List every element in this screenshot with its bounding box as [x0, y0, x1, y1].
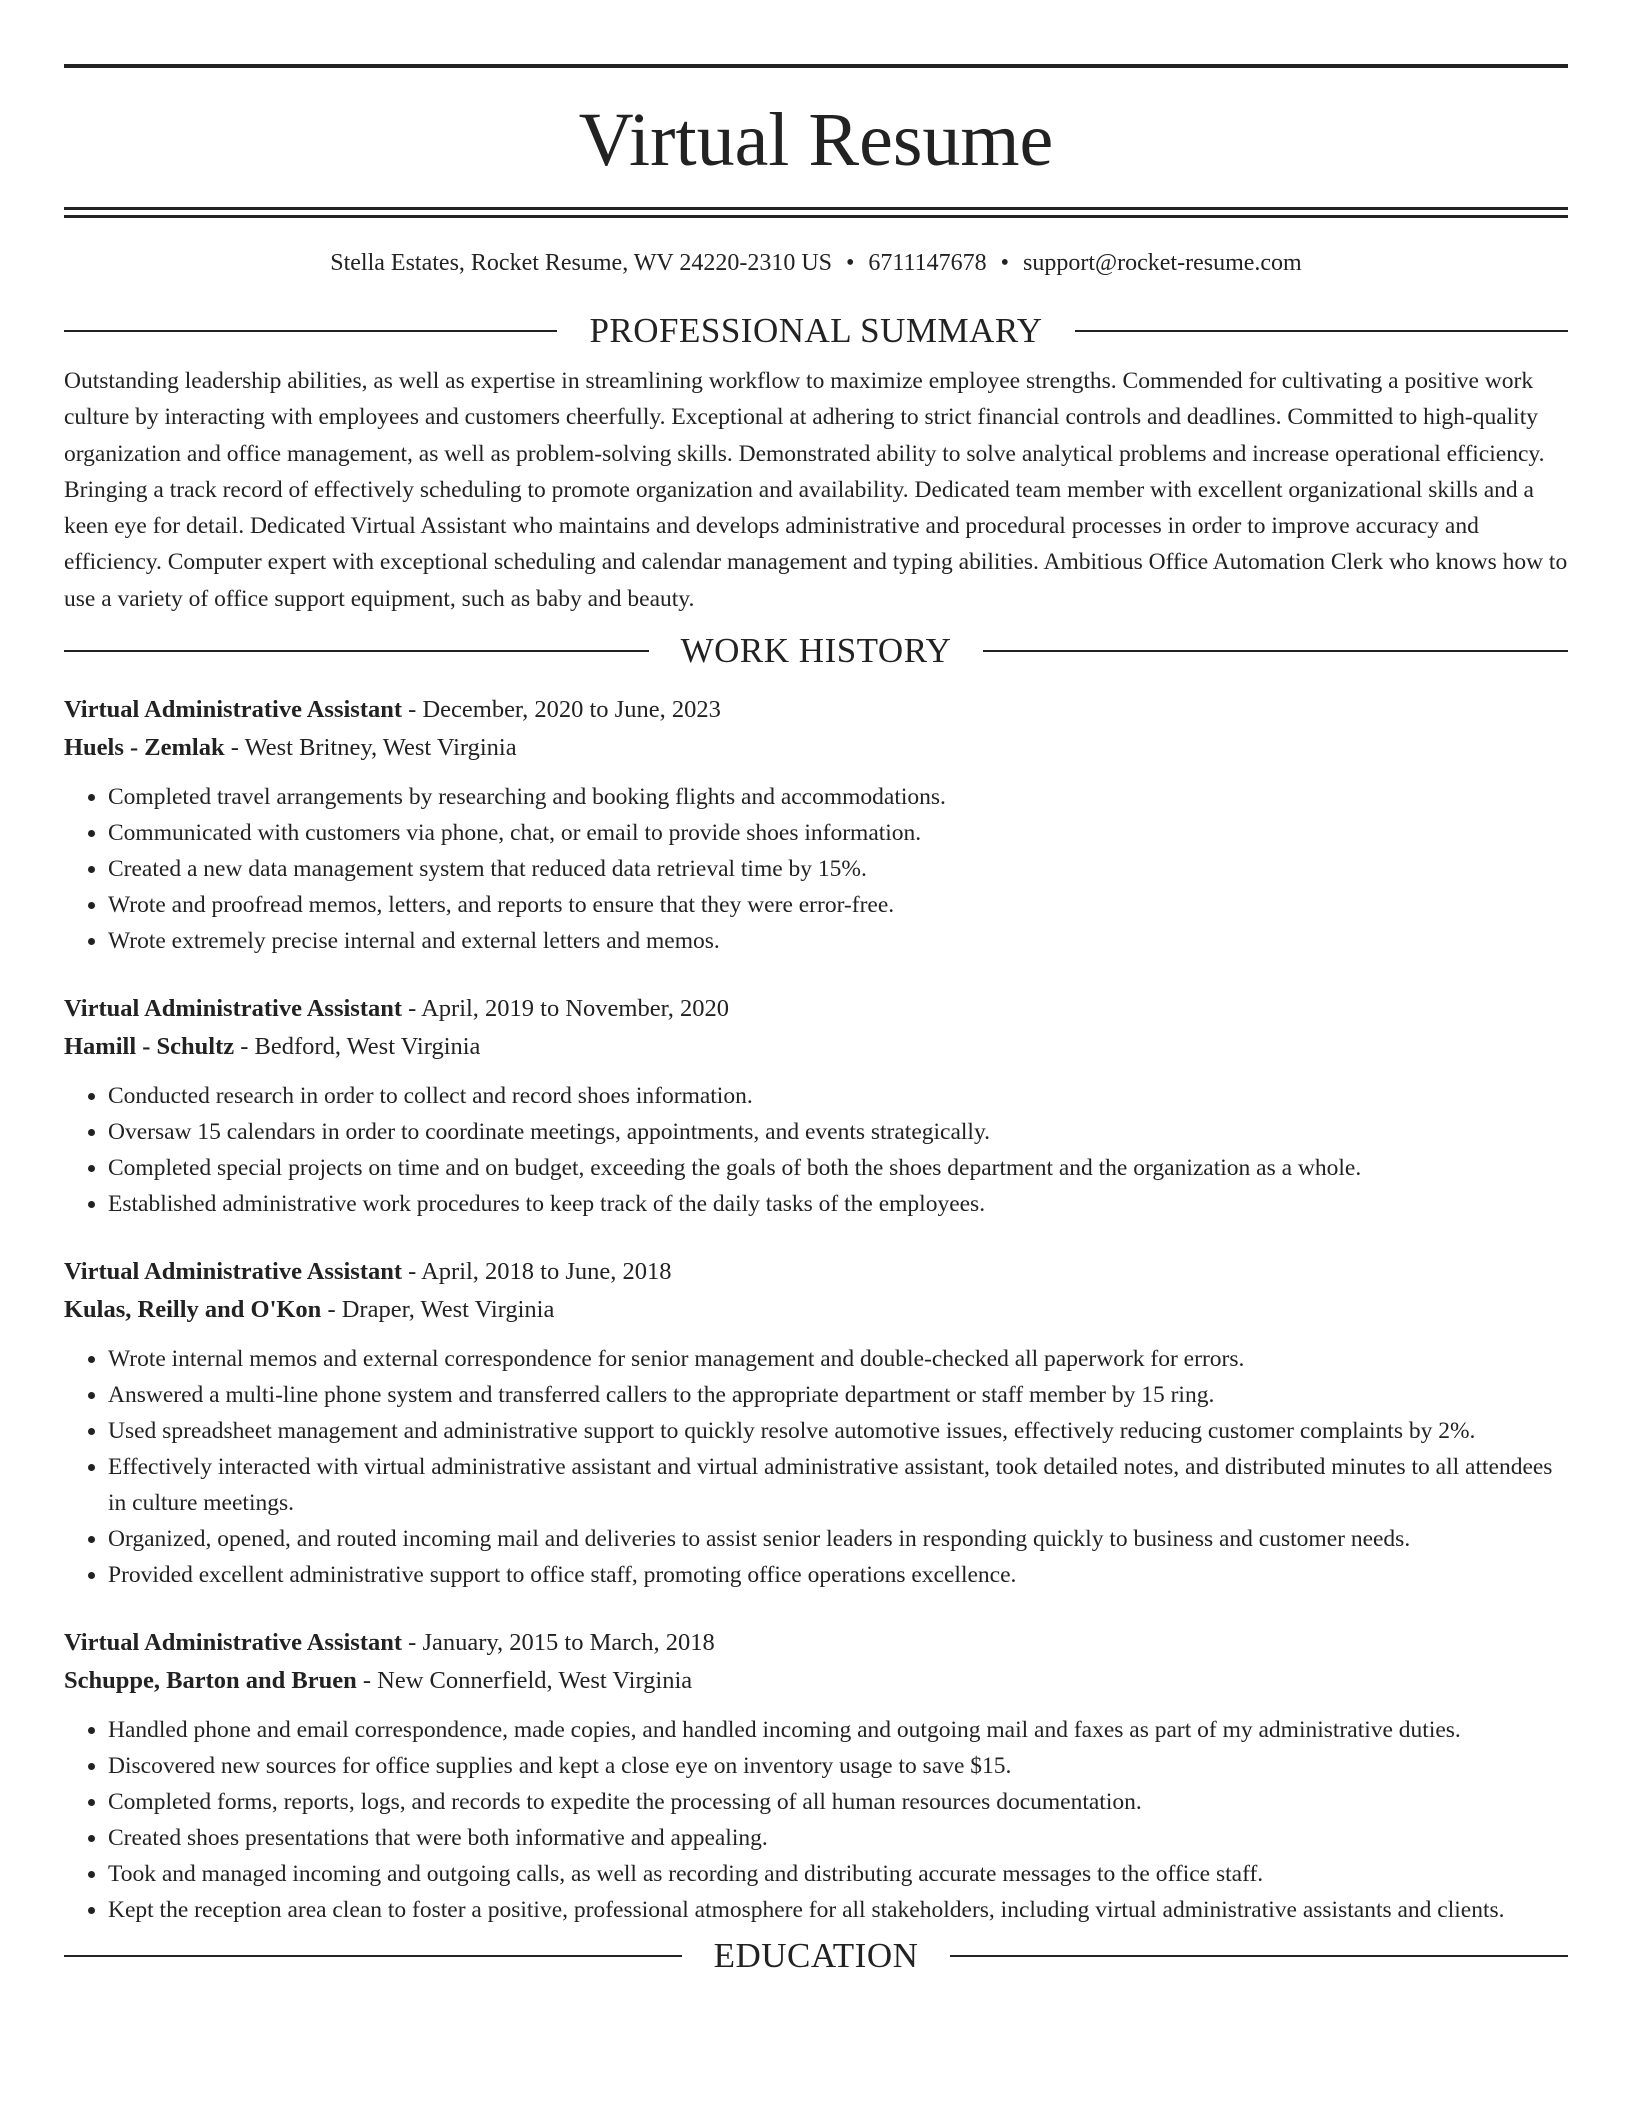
job-entry [64, 990, 1568, 1222]
contact-separator: • [1000, 250, 1010, 276]
duty-item: • Communicated with customers via phone, chat, or email to provide shoes information. [108, 815, 1568, 851]
divider-line [64, 650, 649, 652]
job-company: Kulas, Reilly and O'Kon [64, 1296, 322, 1324]
duty-item: • Discovered new sources for office supplies and kept a close eye on inventory usage to save $15. [108, 1748, 1568, 1784]
duty-item: • Oversaw 15 calendars in order to coordinate meetings, appointments, and events strategically. [108, 1114, 1568, 1150]
job-company-line [64, 1662, 1568, 1700]
divider-line [950, 1955, 1568, 1957]
job-duties [64, 1078, 1568, 1222]
duty-item: • Kept the reception area clean to foster a positive, professional atmosphere for all stakeholders, including virtual administrative assistants and clients. [108, 1892, 1568, 1928]
job-company: Schuppe, Barton and Bruen [64, 1667, 357, 1695]
top-rule [64, 64, 1568, 68]
header-double-rule [64, 207, 1568, 218]
duty-item: • Created a new data management system that reduced data retrieval time by 15%. [108, 851, 1568, 887]
divider-line [64, 330, 557, 332]
job-dates: - April, 2018 to June, 2018 [408, 1258, 672, 1286]
duty-item: • Completed special projects on time and on budget, exceeding the goals of both the shoes department and the organization as a whole. [108, 1150, 1568, 1186]
duty-item: • Wrote internal memos and external correspondence for senior management and double-checked all paperwork for errors. [108, 1341, 1568, 1377]
resume-page [64, 0, 1568, 1976]
divider-line [64, 1955, 682, 1957]
duty-item: • Wrote extremely precise internal and external letters and memos. [108, 923, 1568, 959]
contact-address: Stella Estates, Rocket Resume, WV 24220-2310 US [330, 250, 832, 276]
duty-item: • Provided excellent administrative support to office staff, promoting office operations excellence. [108, 1557, 1568, 1593]
duty-item: • Answered a multi-line phone system and transferred callers to the appropriate department or staff member by 15 ring. [108, 1377, 1568, 1413]
duty-item: • Organized, opened, and routed incoming mail and deliveries to assist senior leaders in responding quickly to business and customer needs. [108, 1521, 1568, 1557]
job-title-line [64, 1624, 1568, 1662]
job-entry [64, 1624, 1568, 1928]
job-title: Virtual Administrative Assistant [64, 995, 403, 1023]
job-title-line [64, 691, 1568, 729]
job-duties [64, 779, 1568, 959]
section-title: PROFESSIONAL SUMMARY [589, 311, 1043, 350]
work-history-section-heading [64, 631, 1568, 671]
contact-phone: 6711147678 [868, 250, 987, 276]
job-title: Virtual Administrative Assistant [64, 1629, 403, 1657]
contact-separator: • [846, 250, 855, 276]
duty-item: • Conducted research in order to collect and record shoes information. [108, 1078, 1568, 1114]
job-company: Hamill - Schultz [64, 1033, 235, 1061]
section-title: EDUCATION [713, 1936, 919, 1976]
job-dates: - January, 2015 to March, 2018 [408, 1629, 715, 1657]
education-section-heading [64, 1936, 1568, 1976]
duty-item: • Used spreadsheet management and administrative support to quickly resolve automotive issues, effectively reducing customer complaints by 2%. [108, 1413, 1568, 1449]
summary-section-heading [64, 311, 1568, 351]
job-location: - Draper, West Virginia [327, 1296, 555, 1324]
contact-line [64, 249, 1568, 277]
resume-name: Virtual Resume [578, 98, 1054, 182]
job-company: Huels - Zemlak [64, 734, 225, 762]
job-location: - New Connerfield, West Virginia [362, 1667, 693, 1695]
duty-item: • Took and managed incoming and outgoing calls, as well as recording and distributing accurate messages to the office staff. [108, 1856, 1568, 1892]
job-duties [64, 1712, 1568, 1928]
job-entry [64, 1253, 1568, 1593]
professional-summary: Outstanding leadership abilities, as well as expertise in streamlining workflow to maximize employee strengths. Commended for cultivating a positive work culture by interacting with employees and customers cheerfully. Exceptional at adhering to strict financial controls and deadlines. Committed to high-quality organization and office management, as well as problem-solving skills. Demonstrated ability to solve analytical problems and increase operational efficiency. Bringing a track record of effectively scheduling to promote organization and availability. Dedicated team member with excellent organizational skills and a keen eye for detail. Dedicated Virtual Assistant who maintains and develops administrative and procedural processes in order to improve accuracy and efficiency. Computer expert with exceptional scheduling and calendar management and typing abilities. Ambitious Office Automation Clerk who knows how to use a variety of office support equipment, such as baby and beauty. [64, 368, 1568, 612]
job-title-line [64, 1253, 1568, 1291]
duty-item: • Wrote and proofread memos, letters, and reports to ensure that they were error-free. [108, 887, 1568, 923]
job-location: - Bedford, West Virginia [240, 1033, 481, 1061]
contact-email: support@rocket-resume.com [1023, 250, 1302, 276]
job-company-line [64, 1291, 1568, 1329]
duty-item: • Effectively interacted with virtual administrative assistant and virtual administrative assistant, took detailed notes, and distributed minutes to all attendees in culture meetings. [108, 1449, 1568, 1521]
duty-item: • Completed travel arrangements by researching and booking flights and accommodations. [108, 779, 1568, 815]
section-title: WORK HISTORY [680, 631, 952, 671]
divider-line [983, 650, 1568, 652]
job-entry [64, 691, 1568, 959]
duty-item: • Completed forms, reports, logs, and records to expedite the processing of all human resources documentation. [108, 1784, 1568, 1820]
job-company-line [64, 1028, 1568, 1066]
job-company-line [64, 729, 1568, 767]
job-title: Virtual Administrative Assistant [64, 1258, 403, 1286]
duty-item: • Handled phone and email correspondence, made copies, and handled incoming and outgoing mail and faxes as part of my administrative duties. [108, 1712, 1568, 1748]
job-dates: - April, 2019 to November, 2020 [408, 995, 730, 1023]
job-duties [64, 1341, 1568, 1593]
duty-item: • Created shoes presentations that were both informative and appealing. [108, 1820, 1568, 1856]
job-dates: - December, 2020 to June, 2023 [408, 696, 721, 724]
job-title-line [64, 990, 1568, 1028]
job-location: - West Britney, West Virginia [230, 734, 517, 762]
job-title: Virtual Administrative Assistant [64, 696, 403, 724]
duty-item: • Established administrative work procedures to keep track of the daily tasks of the employees. [108, 1186, 1568, 1222]
divider-line [1075, 330, 1568, 332]
